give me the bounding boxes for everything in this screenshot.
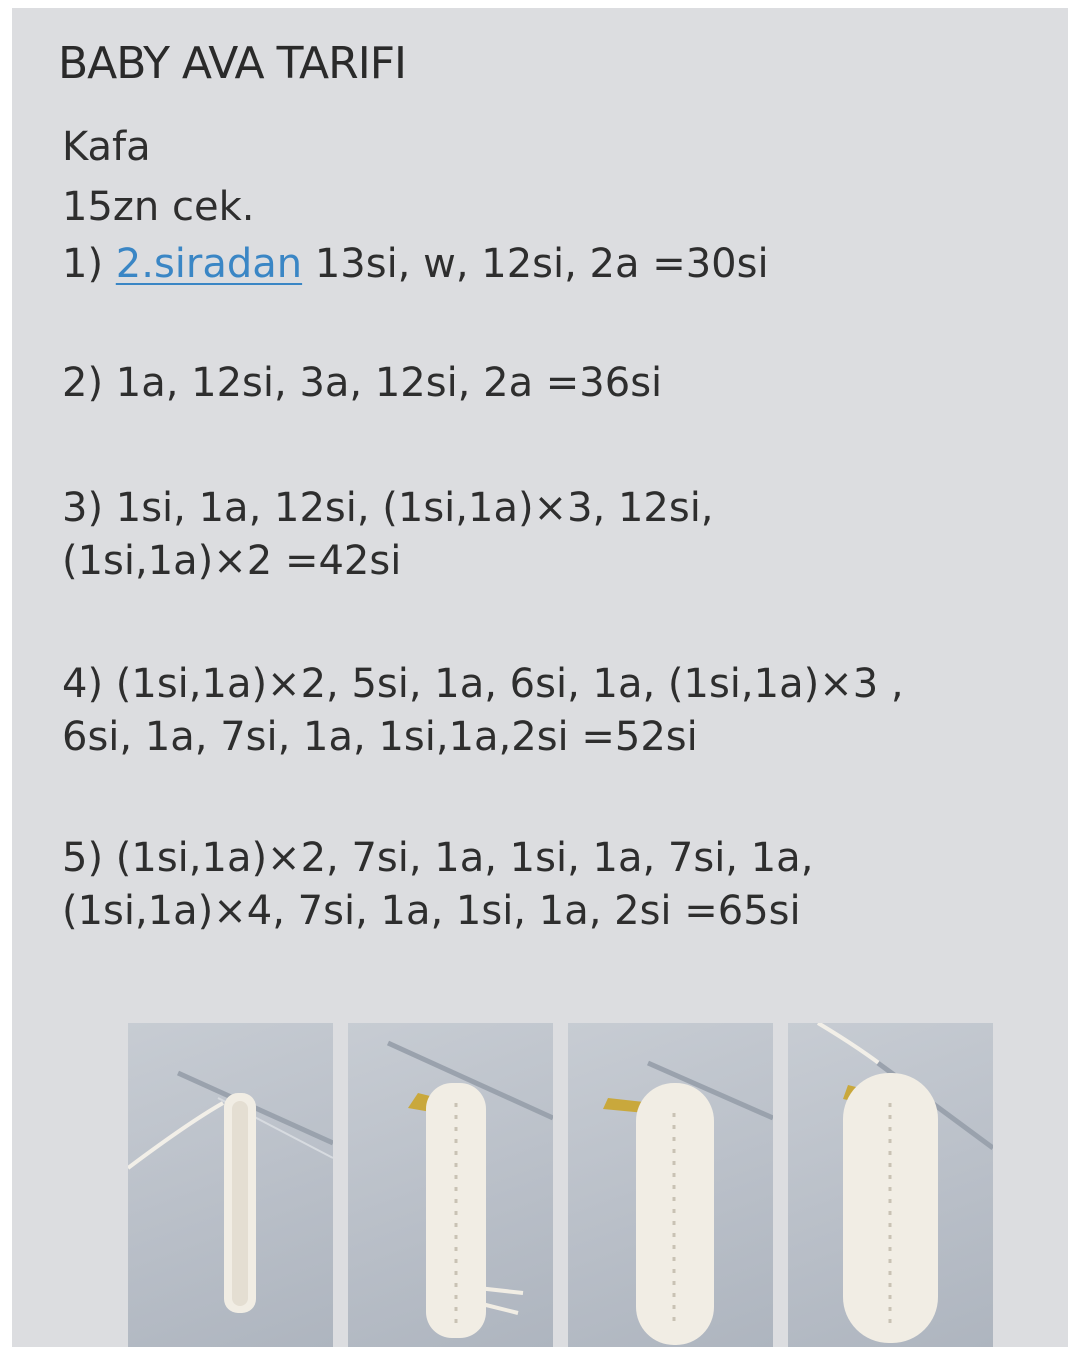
crochet-photo[interactable] bbox=[128, 1023, 333, 1347]
crochet-piece-image bbox=[348, 1023, 553, 1347]
crochet-photo[interactable] bbox=[568, 1023, 773, 1347]
row-1-link[interactable]: 2.siradan bbox=[115, 241, 303, 287]
row-4-line-2: 6si, 1a, 7si, 1a, 1si,1a,2si =52si bbox=[62, 714, 698, 760]
row-1-prefix: 1) bbox=[62, 241, 116, 287]
crochet-piece-image bbox=[128, 1023, 333, 1347]
row-3-line-1: 3) 1si, 1a, 12si, (1si,1a)×3, 12si, bbox=[62, 485, 714, 531]
crochet-piece-image bbox=[788, 1023, 993, 1347]
row-1 bbox=[62, 241, 769, 287]
photo-strip bbox=[128, 1023, 992, 1347]
row-5-line-1: 5) (1si,1a)×2, 7si, 1a, 1si, 1a, 7si, 1a, bbox=[62, 835, 814, 881]
row-3-line-2: (1si,1a)×2 =42si bbox=[62, 538, 402, 584]
crochet-photo[interactable] bbox=[348, 1023, 553, 1347]
intro-line: 15zn cek. bbox=[62, 184, 255, 230]
row-1-text: 13si, w, 12si, 2a =30si bbox=[302, 241, 769, 287]
row-4-line-1: 4) (1si,1a)×2, 5si, 1a, 6si, 1a, (1si,1a)×3 , bbox=[62, 661, 904, 707]
section-heading: Kafa bbox=[62, 124, 151, 170]
row-2: 2) 1a, 12si, 3a, 12si, 2a =36si bbox=[62, 360, 663, 406]
recipe-card bbox=[12, 8, 1068, 1347]
row-5-line-2: (1si,1a)×4, 7si, 1a, 1si, 1a, 2si =65si bbox=[62, 888, 801, 934]
recipe-title: BABY AVA TARIFI bbox=[58, 38, 406, 89]
crochet-piece-image bbox=[568, 1023, 773, 1347]
crochet-photo[interactable] bbox=[788, 1023, 993, 1347]
